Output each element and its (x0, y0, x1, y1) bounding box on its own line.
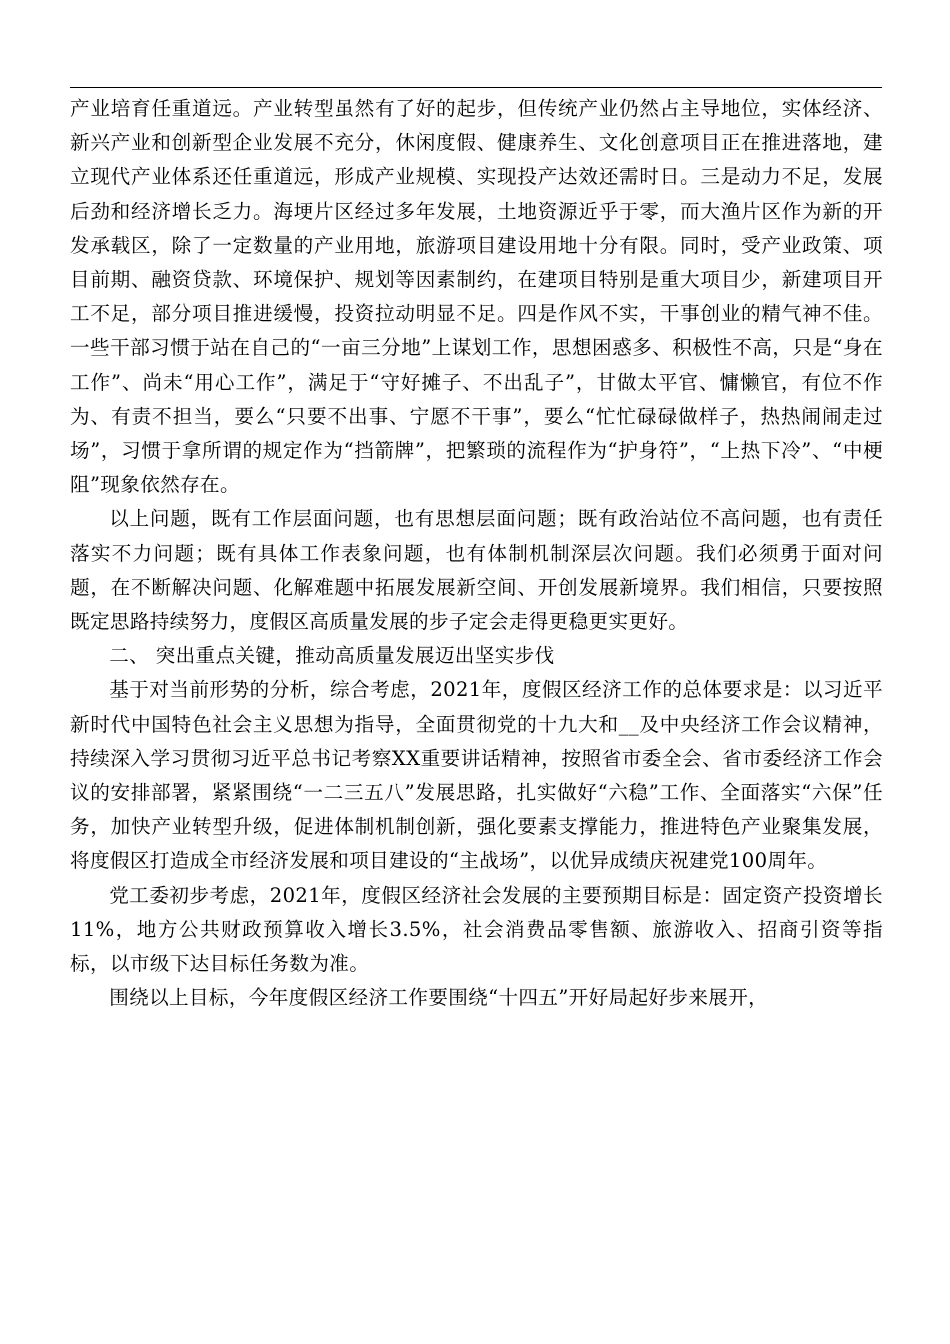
paragraph-work-focus: 围绕以上目标，今年度假区经济工作要围绕“十四五”开好局起好步来展开， (109, 986, 769, 1010)
paragraph-continuation: 产业培育任重道远。产业转型虽然有了好的起步，但传统产业仍然占主导地位，实体经济、新兴产业和创新型企业发展不充分，休闲度假、健康养生、文化创意项目正在推进落地，建立现代产业体系还任重道远，形成产业规模、实现投产达效还需时日。三是动力不足，发展后劲和经济增长乏力。海埂片区经过多年发展，土地资源近乎于零，而大渔片区作为新的开发承载区，除了一定数量的产业用地，旅游项目建设用地十分有限。同时，受产业政策、项目前期、融资贷款、环境保护、规划等因素制约，在建项目特别是重大项目少，新建项目开工不足，部分项目推进缓慢，投资拉动明显不足。四是作风不实，干事创业的精气神不佳。一些干部习惯于站在自己的“一亩三分地”上谋划工作，思想困惑多、积极性不高，只是“身在工作”、尚未“用心工作”，满足于“守好摊子、不出乱子”，甘做太平官、慵懒官，有位不作为、有责不担当，要么“只要不出事、宁愿不干事”，要么“忙忙碌碌做样子，热热闹闹走过场”，习惯于拿所谓的规定作为“挡箭牌”，把繁琐的流程作为“护身符”，“上热下冷”、“中梗阻”现象依然存在。 (70, 97, 883, 497)
paragraph-expected-targets: 党工委初步考虑，2021年，度假区经济社会发展的主要预期目标是：固定资产投资增长11%，地方公共财政预算收入增长3.5%，社会消费品零售额、旅游收入、招商引资等指标，以市级下达目标任务数为准。 (70, 883, 883, 976)
body-text (70, 92, 883, 1015)
paragraph-problems-summary: 以上问题，既有工作层面问题，也有思想层面问题；既有政治站位不高问题，也有责任落实不力问题；既有具体工作表象问题，也有体制机制深层次问题。我们必须勇于面对问题，在不断解决问题、化解难题中拓展发展新空间、开创发展新境界。我们相信，只要按照既定思路持续努力，度假区高质量发展的步子定会走得更稳更实更好。 (70, 507, 883, 634)
header-rule (70, 87, 882, 88)
section-heading-2: 二、 突出重点关键，推动高质量发展迈出坚实步伐 (109, 644, 555, 668)
paragraph-overall-requirements: 基于对当前形势的分析，综合考虑，2021年，度假区经济工作的总体要求是：以习近平新时代中国特色社会主义思想为指导，全面贯彻党的十九大和__及中央经济工作会议精神，持续深入学习贯彻习近平总书记考察XX重要讲话精神，按照省市委全会、省市委经济工作会议的安排部署，紧紧围绕“一二三五八”发展思路，扎实做好“六稳”工作、全面落实“六保”任务，加快产业转型升级，促进体制机制创新，强化要素支撑能力，推进特色产业聚集发展，将度假区打造成全市经济发展和项目建设的“主战场”，以优异成绩庆祝建党100周年。 (70, 678, 883, 873)
